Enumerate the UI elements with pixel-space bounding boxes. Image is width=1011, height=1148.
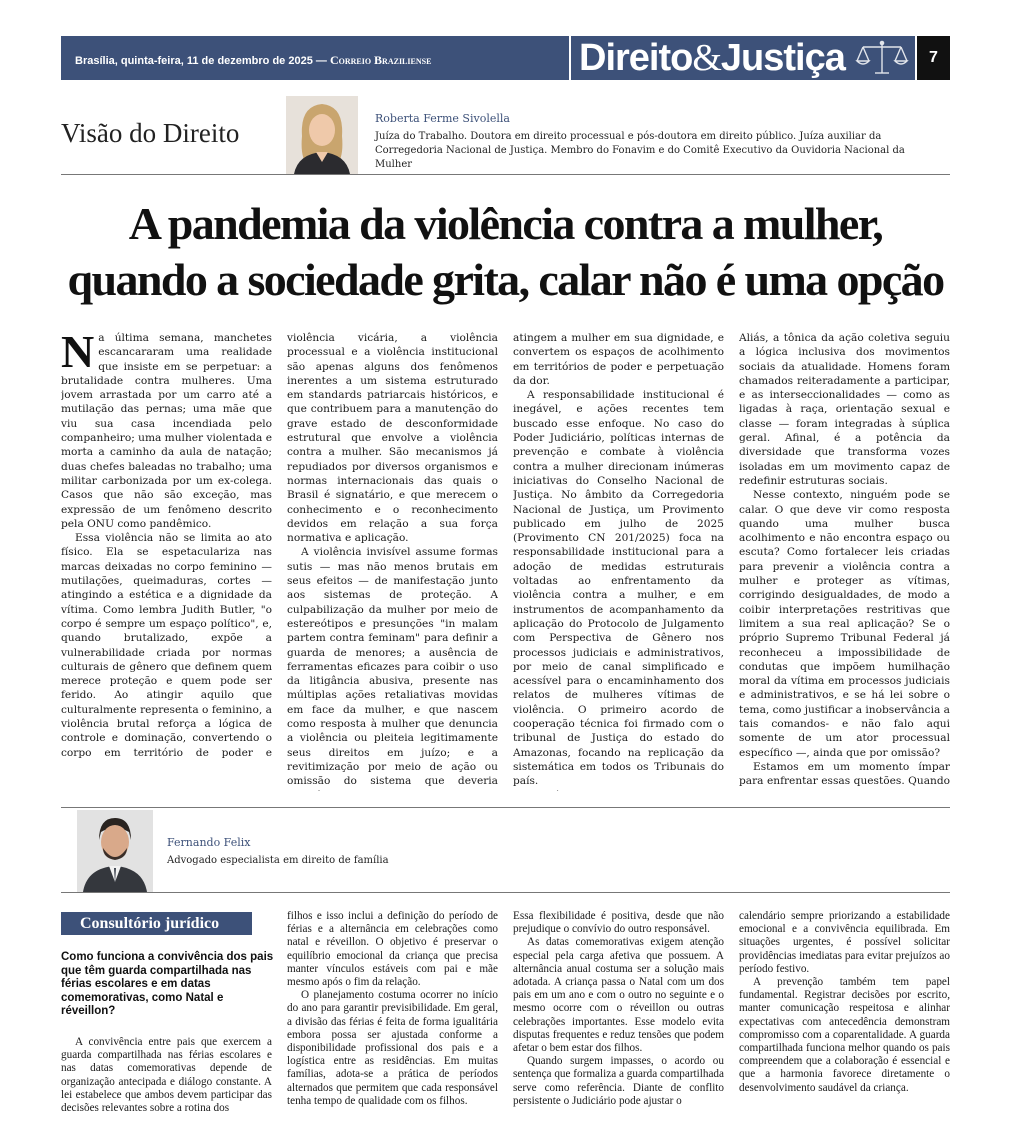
article-paragraph: A violência invisível assume formas sutis — mas não menos brutais em seus efeitos — de manifestação junto aos sistemas de proteção. A culpabilização da mulher por meio de estereótipos e presunções "in malam partem contra feminam" para definir a guarda de menores; a ausência de ferramentas eficazes para coibir o uso da litigância abusiva, presente nas múltiplas ações retaliativas movidas em face da mulher, e que nascem como resposta à mulher que denuncia a violência ou pleiteia legitimamente seus direitos em juízo; e a revitimização por meio de ação ou omissão do sistema que deveria (287, 546, 498, 788)
consultorio-column-4 (739, 910, 950, 1122)
divider (61, 892, 950, 893)
author-name: Roberta Ferme Sivolella (375, 112, 510, 125)
section-title (571, 36, 915, 80)
consultorio-paragraph: A prevenção também tem papel fundamental. Registrar decisões por escrito, manter comunicação respeitosa e alinhar expectativas com antecedência demonstram compromisso com a coparentalidade. A guarda compartilhada funciona melhor quando os pais compreendem que a colaboração é essencial e que a harmonia favorece diretamente o desenvolvimento saudável da criança. (739, 976, 950, 1094)
author-photo (77, 810, 153, 892)
scales-of-justice-icon (855, 39, 909, 77)
author-photo (286, 96, 358, 174)
consultorio-paragraph: A convivência entre pais que exercem a guarda compartilhada nas férias escolares e nas datas comemorativas depende de organização antecipada e diálogo constante. A lei estabelece que ambos devem participar das decisões relevantes sobre a rotina dos (61, 1036, 272, 1115)
dateline (75, 53, 431, 68)
consultorio-paragraph: O planejamento costuma ocorrer no início do ano para garantir previsibilidade. Em geral, a divisão das férias é feita de forma igualitária embora possa ser ajustada conforme a disponibilidade profissional dos pais e a logística entre as residências. Em muitas famílias, adota-se a prática de períodos alternados que permitem que cada responsável tenha tempo de qualidade com os filhos. (287, 989, 498, 1107)
consultorio-question: Como funciona a convivência dos pais que têm guarda compartilhada nas férias escolares e em datas comemorativas, como Natal e réveillon? (61, 951, 274, 1017)
article-paragraph: A responsabilidade institucional é inegável, e ações recentes tem buscado esse enfoque. No caso do Poder Judiciário, políticas internas de prevenção e combate à violência contra a mulher direcionam inúmeras iniciativas do Conselho Nacional de Justiça. No âmbito da Corregedoria Nacional de Justiça, um Provimento publicado em julho de 2025 (Provimento CN 201/2025) foca na responsabilidade institucional para a adoção de medidas estruturais voltadas ao enfrentamento da violência contra a mulher, e em instrumentos de acompanhamento da aplicação do Protocolo de Julgamento com Perspectiva de Gênero nos processos judiciais e administrativos, por meio de canal simplificado e acessível para o encaminhamento dos relatos de mulheres vítimas de violência. O primeiro acordo de cooperação técnica foi firmado com o tribunal de Justiça do estado do Amazonas, focando na replicação da sistemática em todos os Tribunais do país. (513, 389, 724, 788)
consultorio-column-3 (513, 910, 724, 1122)
divider (61, 174, 950, 175)
article-paragraph: Aliás, a tônica da ação coletiva seguiu a lógica inclusiva dos movimentos sociais da atualidade. Homens foram chamados reiteradamente a participar, e as interseccionalidades — como as ligadas à raça, orientação sexual e classe — foram integradas à súplica geral. Afinal, é a potência da diversidade que transforma vozes isoladas em um movimento capaz de redefinir estruturas sociais. (739, 332, 950, 487)
consultorio-paragraph: filhos e isso inclui a definição do período de férias e a alternância em celebrações como natal e réveillon. O objetivo é preservar o equilíbrio emocional da criança que precisa manter vínculos estáveis com pai e mãe mesmo após o fim da relação. (287, 910, 498, 989)
divider (61, 807, 950, 808)
page-header (61, 35, 950, 82)
article-column-2 (287, 331, 498, 791)
article-column-4 (739, 331, 950, 791)
article-paragraph: Na última semana, manchetes escancararam uma realidade que insiste em se perpetuar: a brutalidade contra mulheres. Uma jovem arrastada por um carro até a mutilação das pernas; uma mãe que viu sua casa incendiada pelo companheiro; uma mulher violentada e morta a caminho da aula de natação; duas chefes baleadas no trabalho; uma militar carbonizada por um ex-colega. Casos que não são exceção, mas expressão de um fenômeno descrito pela ONU como pandêmico. (61, 331, 272, 530)
header-bar (61, 36, 569, 80)
section-title-part2: Justiça (720, 37, 845, 79)
newspaper-name: Correio Braziliense (329, 53, 432, 67)
author-portrait-icon (77, 810, 153, 892)
author-portrait-icon (286, 96, 358, 174)
article-paragraph: Essa violência não se limita ao ato físico. Ela se espetaculariza nas marcas deixadas no corpo feminino — mutilações, queimaduras, cortes — atingindo a estética e a dignidade da vítima. Como lembra Judith Butler, "o corpo é sempre um espaço político", e, quando brutalizado, expõe a vulnerabilidade criada por normas culturais de gênero que definem quem merece proteção e quem pode ser ferido. Ao atingir aquilo que culturalmente representa o feminino, a violência brutal reforça a lógica de controle e dominação, convertendo o corpo em território de poder e (61, 532, 272, 759)
article-paragraph: Nesse contexto, ninguém pode se calar. O que deve vir como resposta quando uma mulher busca acolhimento e não encontra espaço ou escuta? Como fortalecer leis criadas para prevenir a violência contra a mulher e proteger as vítimas, corrigindo desigualdades, de modo a coibir interpretações restritivas que limitem a sua real aplicação? Se o próprio Supremo Tribunal Federal já reconheceu a impossibilidade de condutas que impõem humilhação moral da vítima em processos judiciais e administrativos, e se há lei sobre o tema, como justificar a inobservância a tais comandos- e não falo aqui somente de um ator processual específico —, ainda que por omissão? (739, 489, 950, 759)
section-title-ampersand: & (692, 37, 721, 79)
article-paragraph: atingem a mulher em sua dignidade, e convertem os espaços de acolhimento em territórios de poder e perpetuação da dor. (513, 332, 724, 387)
author-bio: Juíza do Trabalho. Doutora em direito processual e pós-doutora em direito público. Juíza auxiliar da Corregedoria Nacional de Justiça. Membro do Fonavim e do Comitê Executivo da Ouvidoria Nacional da Mulher (375, 131, 905, 170)
headline-line-1: A pandemia da violência contra a mulher, (128, 198, 883, 249)
consultorio-paragraph: Quando surgem impasses, o acordo ou sentença que formaliza a guarda compartilhada serve como referência. Diante de conflito persistente o Judiciário pode ajustar o (513, 1055, 724, 1107)
page-number: 7 (917, 36, 950, 80)
article-paragraph: Estamos em um momento ímpar para enfrentar essas questões. Quando (739, 760, 950, 788)
consultorio-label: Consultório jurídico (61, 912, 252, 935)
dateline-text: Brasília, quinta-feira, 11 de dezembro de 2025 — (75, 55, 327, 67)
consultorio-paragraph: As datas comemorativas exigem atenção especial pela carga afetiva que possuem. A alternância anual costuma ser a solução mais adotada. A criança passa o Natal com um dos pais em um ano e com o outro no seguinte e o mesmo ocorre com o réveillon ou outras celebrações importantes. Esse modelo evita disputas frequentes e reduz tensões que podem afetar o bem estar dos filhos. (513, 936, 724, 1055)
column-title: Visão do Direito (61, 118, 240, 148)
headline-line-2: quando a sociedade grita, calar não é uma opção (67, 254, 944, 305)
section-title-text (579, 37, 845, 79)
article-column-3 (513, 331, 724, 791)
article-paragraph: violência vicária, a violência processual e a violência institucional são apenas alguns dos fenômenos inerentes a um sistema estruturado em standards patriarcais históricos, e que contribuem para a manutenção do grave estado de desconformidade estrutural que envolve a violência contra a mulher. São mecanismos já repudiados por diversos organismos e normas internacionais das quais o Brasil é signatário, e que merecem o conhecimento e o reconhecimento devidos em relação a sua força normativa e aplicação. (287, 332, 498, 545)
consultorio-column-1 (61, 1036, 272, 1124)
consultorio-paragraph: calendário sempre priorizando a estabilidade emocional e a convivência equilibrada. Em situações urgentes, é possível solicitar providências imediatas para evitar prejuízos ao período festivo. (739, 910, 950, 975)
headline (40, 196, 971, 308)
author-bio: Advogado especialista em direito de família (167, 855, 389, 866)
consultorio-column-2 (287, 910, 498, 1122)
author-name: Fernando Felix (167, 836, 251, 849)
section-title-part1: Direito (579, 37, 693, 79)
drop-cap: N (61, 331, 95, 377)
article-column-1 (61, 331, 272, 761)
consultorio-paragraph: Essa flexibilidade é positiva, desde que não prejudique o convívio do outro responsável. (513, 910, 724, 936)
article-paragraph (513, 789, 724, 792)
